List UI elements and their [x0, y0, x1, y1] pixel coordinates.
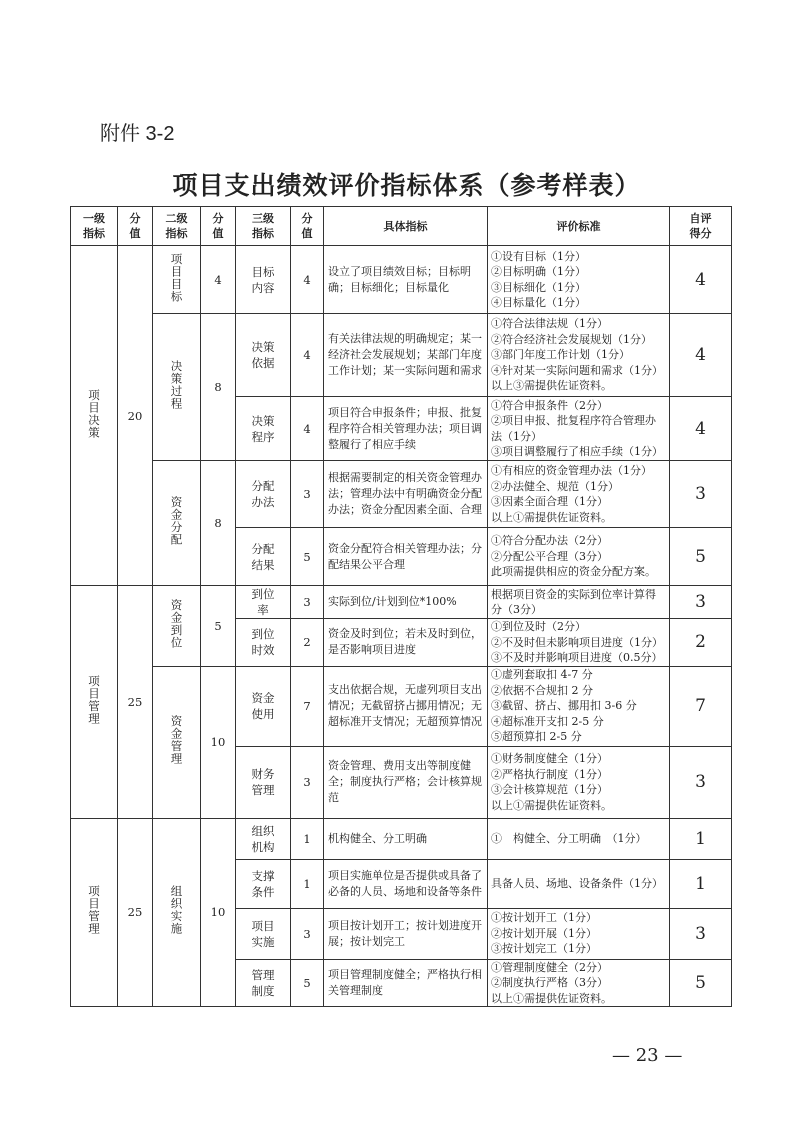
self-score: 3: [670, 461, 732, 528]
criteria-line: ②不及时但未影响项目进度（1分）: [491, 635, 663, 649]
criteria-line: ②按计划开展（1分）: [491, 926, 597, 940]
evaluation-criteria: [488, 586, 670, 619]
level3-indicator: 分配结果: [236, 528, 291, 586]
self-score: 3: [670, 586, 732, 619]
level2-score: 8: [201, 461, 236, 586]
level3-score: 3: [291, 746, 324, 818]
level2-indicator: [153, 666, 201, 818]
level3-score: 1: [291, 818, 324, 859]
evaluation-criteria: [488, 397, 670, 461]
criteria-line: ①符合法律法规（1分）: [491, 317, 608, 331]
self-score: 1: [670, 859, 732, 908]
criteria-line: ③目标细化（1分）: [491, 280, 586, 294]
criteria-line: ②依据不合规扣 2 分: [491, 683, 593, 697]
evaluation-criteria: [488, 818, 670, 859]
criteria-line: ①虚列套取扣 4-7 分: [491, 668, 593, 682]
level3-indicator: 目标内容: [236, 246, 291, 314]
level1-indicator: [71, 586, 118, 819]
score1-header: 分 值: [118, 207, 153, 246]
table-row: [71, 666, 732, 746]
criteria-line: ②严格执行制度（1分）: [491, 767, 608, 781]
criteria-line: ②办法健全、规范（1分）: [491, 479, 619, 493]
page-title: 项目支出绩效评价指标体系（参考样表）: [172, 171, 641, 200]
self-score: 1: [670, 818, 732, 859]
criteria-header: 评价标准: [488, 207, 670, 246]
criteria-line: ① 构健全、分工明确 （1分）: [491, 831, 647, 845]
level3-indicator: 分配办法: [236, 461, 291, 528]
criteria-line: ①设有目标（1分）: [491, 249, 586, 263]
table-header-row: [71, 207, 732, 246]
level1-score: 25: [118, 586, 153, 819]
score2-header: 分 值: [201, 207, 236, 246]
criteria-line: ③会计核算规范（1分）: [491, 783, 608, 796]
level2-score: 10: [201, 818, 236, 1007]
evaluation-index-table: [70, 206, 732, 1007]
level1-score: 25: [118, 818, 153, 1007]
criteria-line: ③不及时并影响项目进度（0.5分）: [491, 651, 663, 664]
criteria-line: 根据项目资金的实际到位率计算得分（3分）: [491, 587, 656, 616]
level3-indicator: 财务管理: [236, 746, 291, 818]
specific-indicator: 项目按计划开工；按计划进度开展；按计划完工: [324, 908, 488, 959]
level2-indicator-text: 资金到位: [169, 598, 184, 649]
level3-header: 三级 指标: [236, 207, 291, 246]
specific-indicator: 实际到位/计划到位*100%: [324, 586, 488, 619]
level3-score: 3: [291, 586, 324, 619]
level3-indicator: 管理制度: [236, 959, 291, 1007]
evaluation-criteria: [488, 959, 670, 1007]
level2-header: 二级 指标: [153, 207, 201, 246]
level2-indicator: [153, 246, 201, 314]
criteria-line: ③按计划完工（1分）: [491, 942, 597, 956]
criteria-line: ①到位及时（2分）: [491, 620, 586, 633]
self-score: 5: [670, 528, 732, 586]
criteria-line: ②项目申报、批复程序符合管理办法（1分）: [491, 414, 656, 443]
level2-indicator-text: 资金管理: [169, 715, 184, 765]
level3-score: 4: [291, 314, 324, 397]
level2-score: 8: [201, 314, 236, 461]
level2-indicator-text: 资金分配: [169, 496, 184, 546]
specific-indicator: 资金及时到位；若未及时到位，是否影响项目进度: [324, 619, 488, 667]
self-score: 4: [670, 314, 732, 397]
criteria-line: 此项需提供相应的资金分配方案。: [491, 565, 656, 579]
self-score-header: 自评 得分: [670, 207, 732, 246]
level1-indicator-text: 项目决策: [87, 388, 101, 439]
level3-indicator: 决策程序: [236, 397, 291, 461]
level3-score: 7: [291, 666, 324, 746]
level3-score: 4: [291, 246, 324, 314]
specific-indicator: 项目实施单位是否提供或具备了必备的人员、场地和设备等条件: [324, 859, 488, 908]
criteria-line: 以上③需提供佐证资料。: [491, 379, 612, 393]
criteria-line: ③因素全面合理（1分）: [491, 495, 608, 508]
specific-indicator: 设立了项目绩效目标；目标明确；目标细化；目标量化: [324, 246, 488, 314]
specific-indicator: 支出依据合规，无虚列项目支出情况；无截留挤占挪用情况；无超标准开支情况；无超预算情况: [324, 666, 488, 746]
level2-indicator: [153, 461, 201, 586]
page-number: — 23 —: [612, 1045, 683, 1066]
level2-score: 10: [201, 666, 236, 818]
specific-indicator: 资金管理、费用支出等制度健全；制度执行严格；会计核算规范: [324, 746, 488, 818]
level2-indicator: [153, 314, 201, 461]
evaluation-criteria: [488, 314, 670, 397]
self-score: 5: [670, 959, 732, 1007]
level3-indicator: 组织机构: [236, 818, 291, 859]
level3-score: 2: [291, 619, 324, 667]
level3-score: 5: [291, 528, 324, 586]
criteria-line: ④目标量化（1分）: [491, 296, 586, 309]
level2-indicator-text: 组织实施: [169, 885, 184, 936]
level1-score: 20: [118, 246, 153, 586]
level3-score: 5: [291, 959, 324, 1007]
level1-indicator: [71, 246, 118, 586]
evaluation-criteria: [488, 746, 670, 818]
level2-indicator: [153, 586, 201, 667]
level3-score: 1: [291, 859, 324, 908]
level2-indicator-text: 项目目标: [169, 252, 184, 303]
criteria-line: ②目标明确（1分）: [491, 265, 586, 278]
level3-indicator: 到位时效: [236, 619, 291, 667]
specific-indicator: 项目符合申报条件；申报、批复程序符合相关管理办法；项目调整履行了相应手续: [324, 397, 488, 461]
level1-indicator-text: 项目管理: [87, 674, 101, 725]
criteria-line: ①财务制度健全（1分）: [491, 752, 608, 765]
evaluation-criteria: [488, 859, 670, 908]
level2-score: 5: [201, 586, 236, 667]
criteria-line: ③项目调整履行了相应手续（1分）: [491, 445, 663, 458]
level3-indicator: 到位率: [236, 586, 291, 619]
specific-indicator: 资金分配符合相关管理办法；分配结果公平合理: [324, 528, 488, 586]
evaluation-criteria: [488, 908, 670, 959]
criteria-line: ④超标准开支扣 2-5 分: [491, 714, 604, 728]
table-row: [71, 818, 732, 859]
level2-indicator-text: 决策过程: [169, 360, 184, 410]
self-score: 4: [670, 397, 732, 461]
criteria-line: ①按计划开工（1分）: [491, 911, 597, 925]
criteria-line: ②分配公平合理（3分）: [491, 549, 608, 563]
evaluation-criteria: [488, 461, 670, 528]
criteria-line: ④针对某一实际问题和需求（1分）: [491, 363, 663, 377]
level1-indicator: [71, 818, 118, 1007]
self-score: 3: [670, 746, 732, 818]
level3-indicator: 资金使用: [236, 666, 291, 746]
criteria-line: ③部门年度工作计划（1分）: [491, 348, 630, 362]
table-row: [71, 461, 732, 528]
specific-indicator: 有关法律法规的明确规定；某一经济社会发展规划；某部门年度工作计划；某一实际问题和需求: [324, 314, 488, 397]
specific-indicator: 项目管理制度健全；严格执行相关管理制度: [324, 959, 488, 1007]
criteria-line: ②制度执行严格（3分）: [491, 976, 608, 989]
self-score: 2: [670, 619, 732, 667]
score3-header: 分 值: [291, 207, 324, 246]
level3-indicator: 决策依据: [236, 314, 291, 397]
criteria-line: 以上①需提供佐证资料。: [491, 798, 612, 812]
criteria-line: ②符合经济社会发展规划（1分）: [491, 332, 652, 346]
criteria-line: 以上①需提供佐证资料。: [491, 510, 612, 524]
table-row: [71, 246, 732, 314]
table-row: [71, 586, 732, 619]
evaluation-criteria: [488, 528, 670, 586]
level3-score: 4: [291, 397, 324, 461]
attachment-label: 附件 3-2: [100, 123, 175, 145]
criteria-line: ①管理制度健全（2分）: [491, 960, 608, 974]
level1-indicator-text: 项目管理: [87, 885, 101, 936]
level3-indicator: 项目实施: [236, 908, 291, 959]
level3-score: 3: [291, 461, 324, 528]
criteria-line: ①有相应的资金管理办法（1分）: [491, 464, 652, 477]
criteria-line: ⑤超预算扣 2-5 分: [491, 730, 582, 744]
self-score: 4: [670, 246, 732, 314]
evaluation-criteria: [488, 246, 670, 314]
evaluation-criteria: [488, 666, 670, 746]
level3-indicator: 支撑条件: [236, 859, 291, 908]
self-score: 7: [670, 666, 732, 746]
level3-score: 3: [291, 908, 324, 959]
specific-indicator: 机构健全、分工明确: [324, 818, 488, 859]
indicator-header: 具体指标: [324, 207, 488, 246]
criteria-line: 具备人员、场地、设备条件（1分）: [491, 876, 663, 890]
criteria-line: ①符合分配办法（2分）: [491, 534, 608, 548]
table-row: [71, 314, 732, 397]
criteria-line: ③截留、挤占、挪用扣 3-6 分: [491, 699, 637, 713]
level1-header: 一级 指标: [71, 207, 118, 246]
self-score: 3: [670, 908, 732, 959]
specific-indicator: 根据需要制定的相关资金管理办法；管理办法中有明确资金分配办法；资金分配因素全面、合理: [324, 461, 488, 528]
criteria-line: ①符合申报条件（2分）: [491, 398, 608, 412]
level2-score: 4: [201, 246, 236, 314]
criteria-line: 以上①需提供佐证资料。: [491, 991, 612, 1005]
level2-indicator: [153, 818, 201, 1007]
evaluation-criteria: [488, 619, 670, 667]
